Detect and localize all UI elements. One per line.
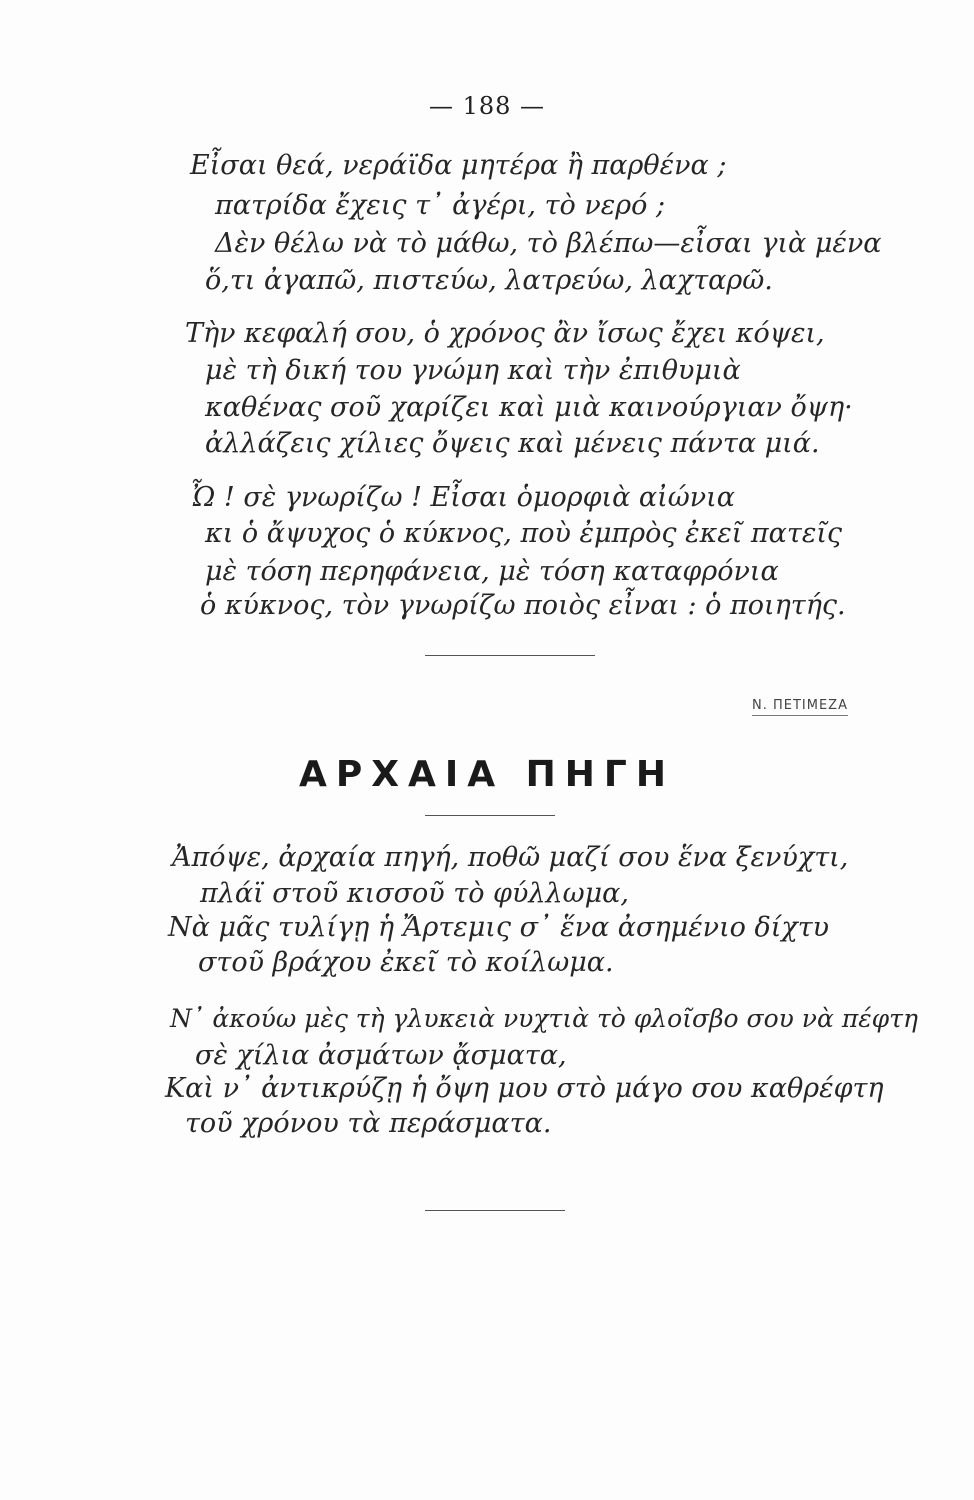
section-divider (425, 1210, 565, 1211)
poem-line: πλάϊ στοῦ κισσοῦ τὸ φύλλωμα, (200, 878, 629, 909)
poem-line: μὲ τὴ δική του γνώμη καὶ τὴν ἐπιθυμιὰ (205, 355, 741, 386)
poem-line: Ὦ ! σὲ γνωρίζω ! Εἶσαι ὁμορφιὰ αἰώνια (190, 482, 735, 513)
poem-line: Δὲν θέλω νὰ τὸ μάθω, τὸ βλέπω—εἶσαι γιὰ μένα (215, 228, 882, 259)
title-underline (425, 815, 555, 816)
poem-line: κι ὁ ἄψυχος ὁ κύκνος, ποὺ ἐμπρὸς ἐκεῖ πατεῖς (205, 518, 843, 549)
poem-line: Ἀπόψε, ἀρχαία πηγή, ποθῶ μαζί σου ἕνα ξενύχτι, (172, 842, 849, 873)
page-number: — 188 — (428, 92, 546, 120)
poem-line: ἀλλάζεις χίλιες ὄψεις καὶ μένεις πάντα μιά. (205, 428, 820, 459)
poem-line: ὅ,τι ἀγαπῶ, πιστεύω, λατρεύω, λαχταρῶ. (205, 265, 773, 296)
poem-line: Καὶ ν᾽ ἀντικρύζῃ ἡ ὄψη μου στὸ μάγο σου καθρέφτη (165, 1073, 884, 1104)
author-signature: Ν. ΠΕΤΙΜΕΖΑ (752, 698, 848, 716)
poem-line: στοῦ βράχου ἐκεῖ τὸ κοίλωμα. (198, 947, 614, 978)
poem-line: τοῦ χρόνου τὰ περάσματα. (185, 1108, 552, 1139)
poem-line: καθένας σοῦ χαρίζει καὶ μιὰ καινούργιαν ὄψη· (205, 392, 853, 423)
poem-line: Νὰ μᾶς τυλίγῃ ἡ Ἄρτεμις σ᾽ ἕνα ἀσημένιο δίχτυ (168, 912, 830, 943)
poem-title: ΑΡΧΑΙΑ ΠΗΓΗ (299, 754, 675, 795)
poem-line: Ν᾽ ἀκούω μὲς τὴ γλυκειὰ νυχτιὰ τὸ φλοῖσβο σου νὰ πέφτη (170, 1004, 918, 1033)
poem-line: μὲ τόση περηφάνεια, μὲ τόση καταφρόνια (205, 556, 779, 587)
poem-line: Τὴν κεφαλή σου, ὁ χρόνος ἂν ἴσως ἔχει κόψει, (185, 318, 825, 349)
poem-line: πατρίδα ἔχεις τ᾽ ἀγέρι, τὸ νερό ; (215, 190, 666, 221)
poem-line: ὁ κύκνος, τὸν γνωρίζω ποιὸς εἶναι : ὁ ποιητής. (200, 590, 846, 621)
poem-line: σὲ χίλια ἀσμάτων ᾄσματα, (195, 1040, 567, 1071)
section-divider (425, 655, 595, 656)
poem-line: Εἶσαι θεά, νεράϊδα μητέρα ἢ παρθένα ; (190, 150, 727, 181)
